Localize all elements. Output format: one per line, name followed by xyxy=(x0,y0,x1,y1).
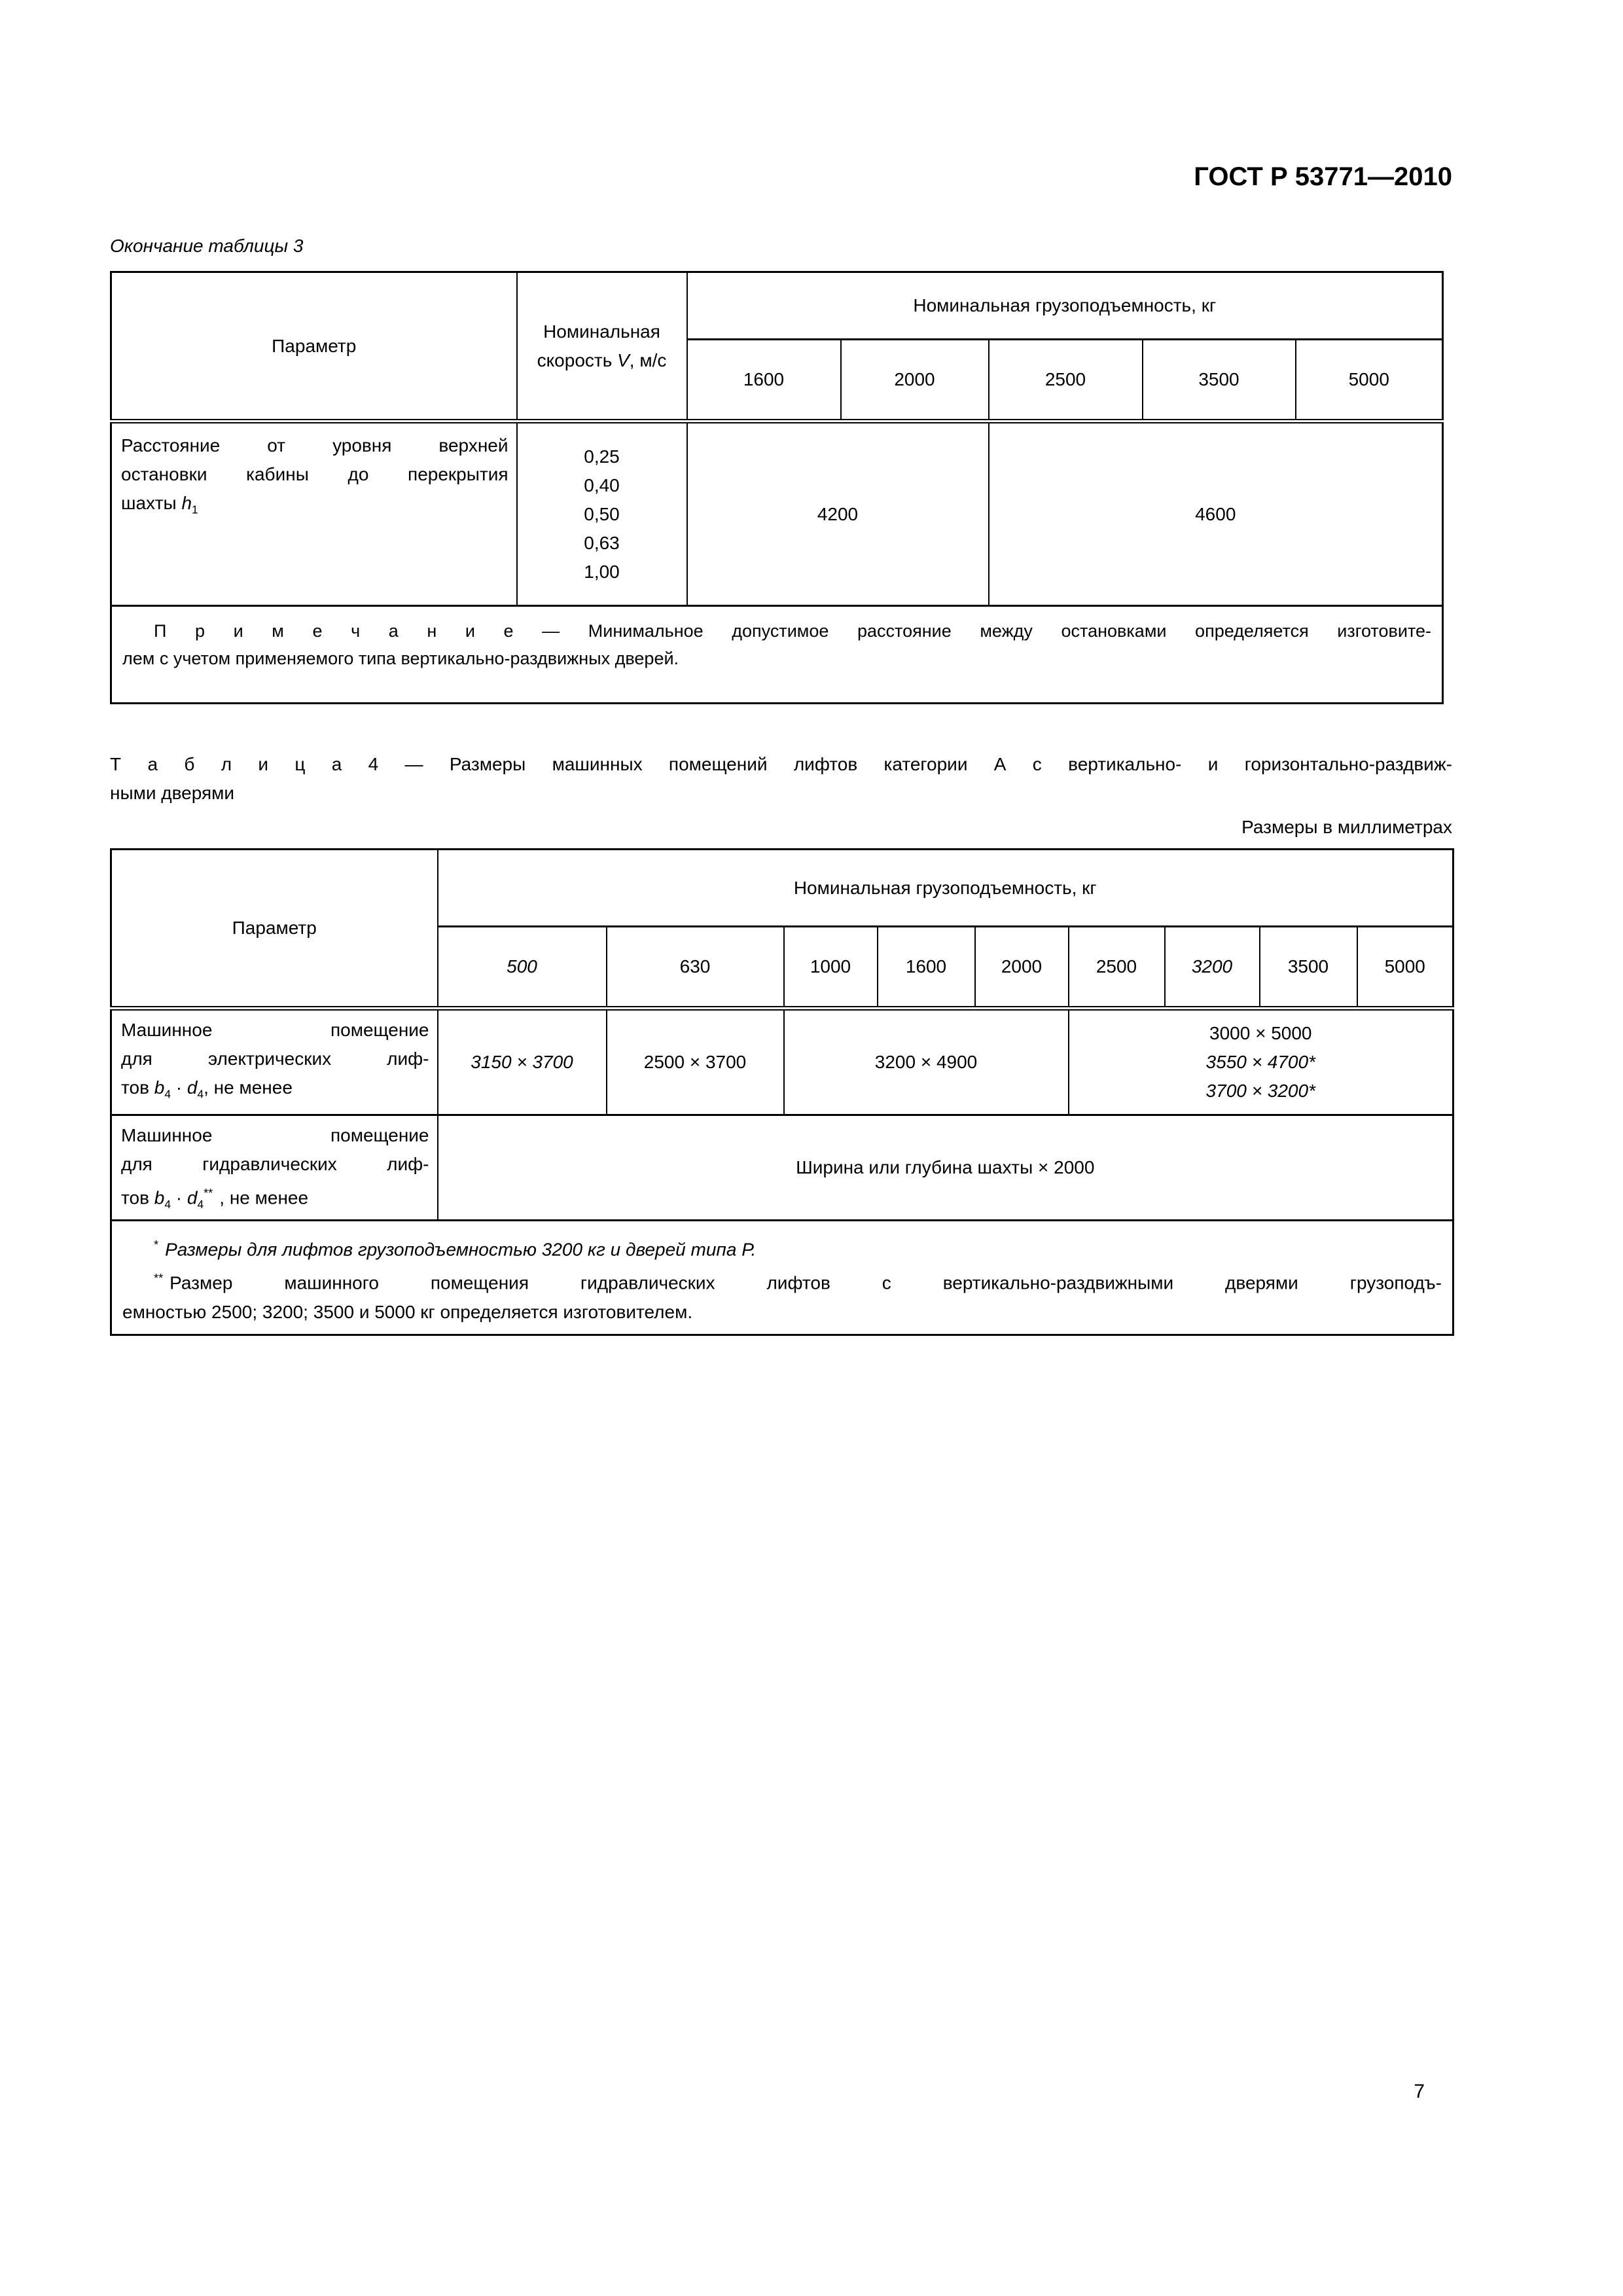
table4-electric-row xyxy=(111,1009,1454,1115)
row-label-text: шахты xyxy=(121,493,182,513)
row-label-line: Машинное помещение xyxy=(121,1125,429,1145)
footnote-text: Размеры для лифтов грузоподъемностью 3200 кг и дверей типа Р. xyxy=(165,1239,757,1260)
d4-variable: d xyxy=(187,1187,198,1208)
table3-caption: Окончание таблицы 3 xyxy=(110,236,304,256)
speed-header-units: , м/с xyxy=(629,350,667,370)
speed-value: 0,40 xyxy=(584,475,620,495)
hydraulic-row-label xyxy=(111,1115,438,1221)
electric-value-1000-2000: 3200 × 4900 xyxy=(784,1009,1069,1115)
footnote-marker: * xyxy=(154,1238,159,1251)
table4-caption xyxy=(110,750,1452,808)
table4-load-col-630: 630 xyxy=(607,927,784,1009)
footnote-text: Размер машинного помещения гидравлических лифтов с вертикально-раздвижными дверями грузоподъ- xyxy=(169,1272,1442,1293)
table3-load-col-2000: 2000 xyxy=(841,340,989,422)
table3-load-col-5000: 5000 xyxy=(1296,340,1443,422)
row-label-line: для гидравлических лиф- xyxy=(121,1154,429,1174)
dot-operator: · xyxy=(170,1077,187,1098)
table3-load-col-3500: 3500 xyxy=(1143,340,1296,422)
table3-load-col-2500: 2500 xyxy=(989,340,1143,422)
machine-room-size: 3000 × 5000 xyxy=(1209,1023,1312,1043)
row-label-text: тов xyxy=(121,1077,154,1098)
speed-value: 0,50 xyxy=(584,503,620,524)
table4-hydraulic-row xyxy=(111,1115,1454,1221)
table3 xyxy=(110,271,1444,704)
table4-load-col-5000: 5000 xyxy=(1357,927,1454,1009)
footnote-marker: ** xyxy=(154,1272,164,1285)
table4-caption-line: ными дверями xyxy=(110,783,235,803)
d4-subscript: 4 xyxy=(197,1087,204,1101)
table3-value-4200: 4200 xyxy=(687,422,989,606)
table3-note-cell xyxy=(111,606,1443,704)
electric-row-label xyxy=(111,1009,438,1115)
table3-value-4600: 4600 xyxy=(989,422,1443,606)
h1-variable: h xyxy=(181,493,192,513)
electric-value-2500-5000 xyxy=(1069,1009,1454,1115)
row-label-text: , не менее xyxy=(204,1077,293,1098)
row-label-line: Машинное помещение xyxy=(121,1020,429,1040)
table4-param-header: Параметр xyxy=(111,850,438,1009)
note-line: лем с учетом применяемого типа вертикально-раздвижных дверей. xyxy=(122,649,679,668)
page-content xyxy=(110,0,1452,1336)
row-label-line xyxy=(121,1073,429,1109)
row-label-text: , не менее xyxy=(219,1187,309,1208)
table4-load-col-3200: 3200 xyxy=(1165,927,1260,1009)
hydraulic-value: Ширина или глубина шахты × 2000 xyxy=(438,1115,1454,1221)
speed-value: 0,25 xyxy=(584,446,620,467)
table4-load-col-1000: 1000 xyxy=(784,927,878,1009)
table4 xyxy=(110,848,1454,1336)
electric-value-500: 3150 × 3700 xyxy=(438,1009,607,1115)
row-label-line: Расстояние от уровня верхней xyxy=(121,435,508,456)
d4-variable: d xyxy=(187,1077,198,1098)
table4-load-col-2000: 2000 xyxy=(975,927,1069,1009)
table3-param-header: Параметр xyxy=(111,272,517,422)
table4-load-col-500: 500 xyxy=(438,927,607,1009)
table3-speed-header xyxy=(517,272,687,422)
table4-footnotes-row xyxy=(111,1221,1454,1335)
page-number: 7 xyxy=(1414,2081,1425,2102)
row-label-line xyxy=(121,489,508,524)
table3-load-group-header: Номинальная грузоподъемность, кг xyxy=(687,272,1443,340)
table3-header-row xyxy=(111,272,1443,340)
h1-subscript: 1 xyxy=(192,503,198,516)
table4-load-group-header: Номинальная грузоподъемность, кг xyxy=(438,850,1454,927)
dot-operator: · xyxy=(170,1187,187,1208)
speed-value: 1,00 xyxy=(584,561,620,582)
footnote-2-line1 xyxy=(122,1264,1442,1297)
table4-caption-line: Т а б л и ц а 4 — Размеры машинных помещений лифтов категории А с вертикально- и горизонтально-раздвиж- xyxy=(110,754,1452,774)
units-label: Размеры в миллиметрах xyxy=(1241,817,1452,837)
footnote-marker: ** xyxy=(204,1187,213,1200)
table4-load-col-1600: 1600 xyxy=(878,927,975,1009)
table3-note-row xyxy=(111,606,1443,704)
electric-value-630: 2500 × 3700 xyxy=(607,1009,784,1115)
row-label-line: остановки кабины до перекрытия xyxy=(121,464,508,484)
speed-variable: V xyxy=(617,350,630,370)
b4-subscript: 4 xyxy=(164,1087,171,1101)
note-line: П р и м е ч а н и е — Минимальное допустимое расстояние между остановками определяется изготовите- xyxy=(154,621,1432,641)
document-code: ГОСТ Р 53771—2010 xyxy=(1194,162,1452,191)
machine-room-size: 3700 × 3200* xyxy=(1205,1081,1315,1101)
footnote-1 xyxy=(122,1230,1442,1264)
table3-load-col-1600: 1600 xyxy=(687,340,841,422)
table4-footnotes-cell xyxy=(111,1221,1454,1335)
footnote-2-line2: емностью 2500; 3200; 3500 и 5000 кг определяется изготовителем. xyxy=(122,1301,693,1322)
table3-speed-values xyxy=(517,422,687,606)
table4-load-col-3500: 3500 xyxy=(1260,927,1357,1009)
b4-variable: b xyxy=(154,1077,165,1098)
machine-room-size: 3550 × 4700* xyxy=(1205,1052,1315,1072)
row-label-line: для электрических лиф- xyxy=(121,1049,429,1069)
table4-header-row xyxy=(111,850,1454,927)
row-label-line xyxy=(121,1179,429,1219)
table4-load-col-2500: 2500 xyxy=(1069,927,1165,1009)
row-label-text: тов xyxy=(121,1187,154,1208)
table3-data-row xyxy=(111,422,1443,606)
d4-subscript: 4 xyxy=(197,1197,204,1211)
speed-header-text: Номинальная скорость xyxy=(537,321,660,370)
table3-row-label xyxy=(111,422,517,606)
b4-variable: b xyxy=(154,1187,165,1208)
b4-subscript: 4 xyxy=(164,1197,171,1211)
speed-value: 0,63 xyxy=(584,532,620,553)
